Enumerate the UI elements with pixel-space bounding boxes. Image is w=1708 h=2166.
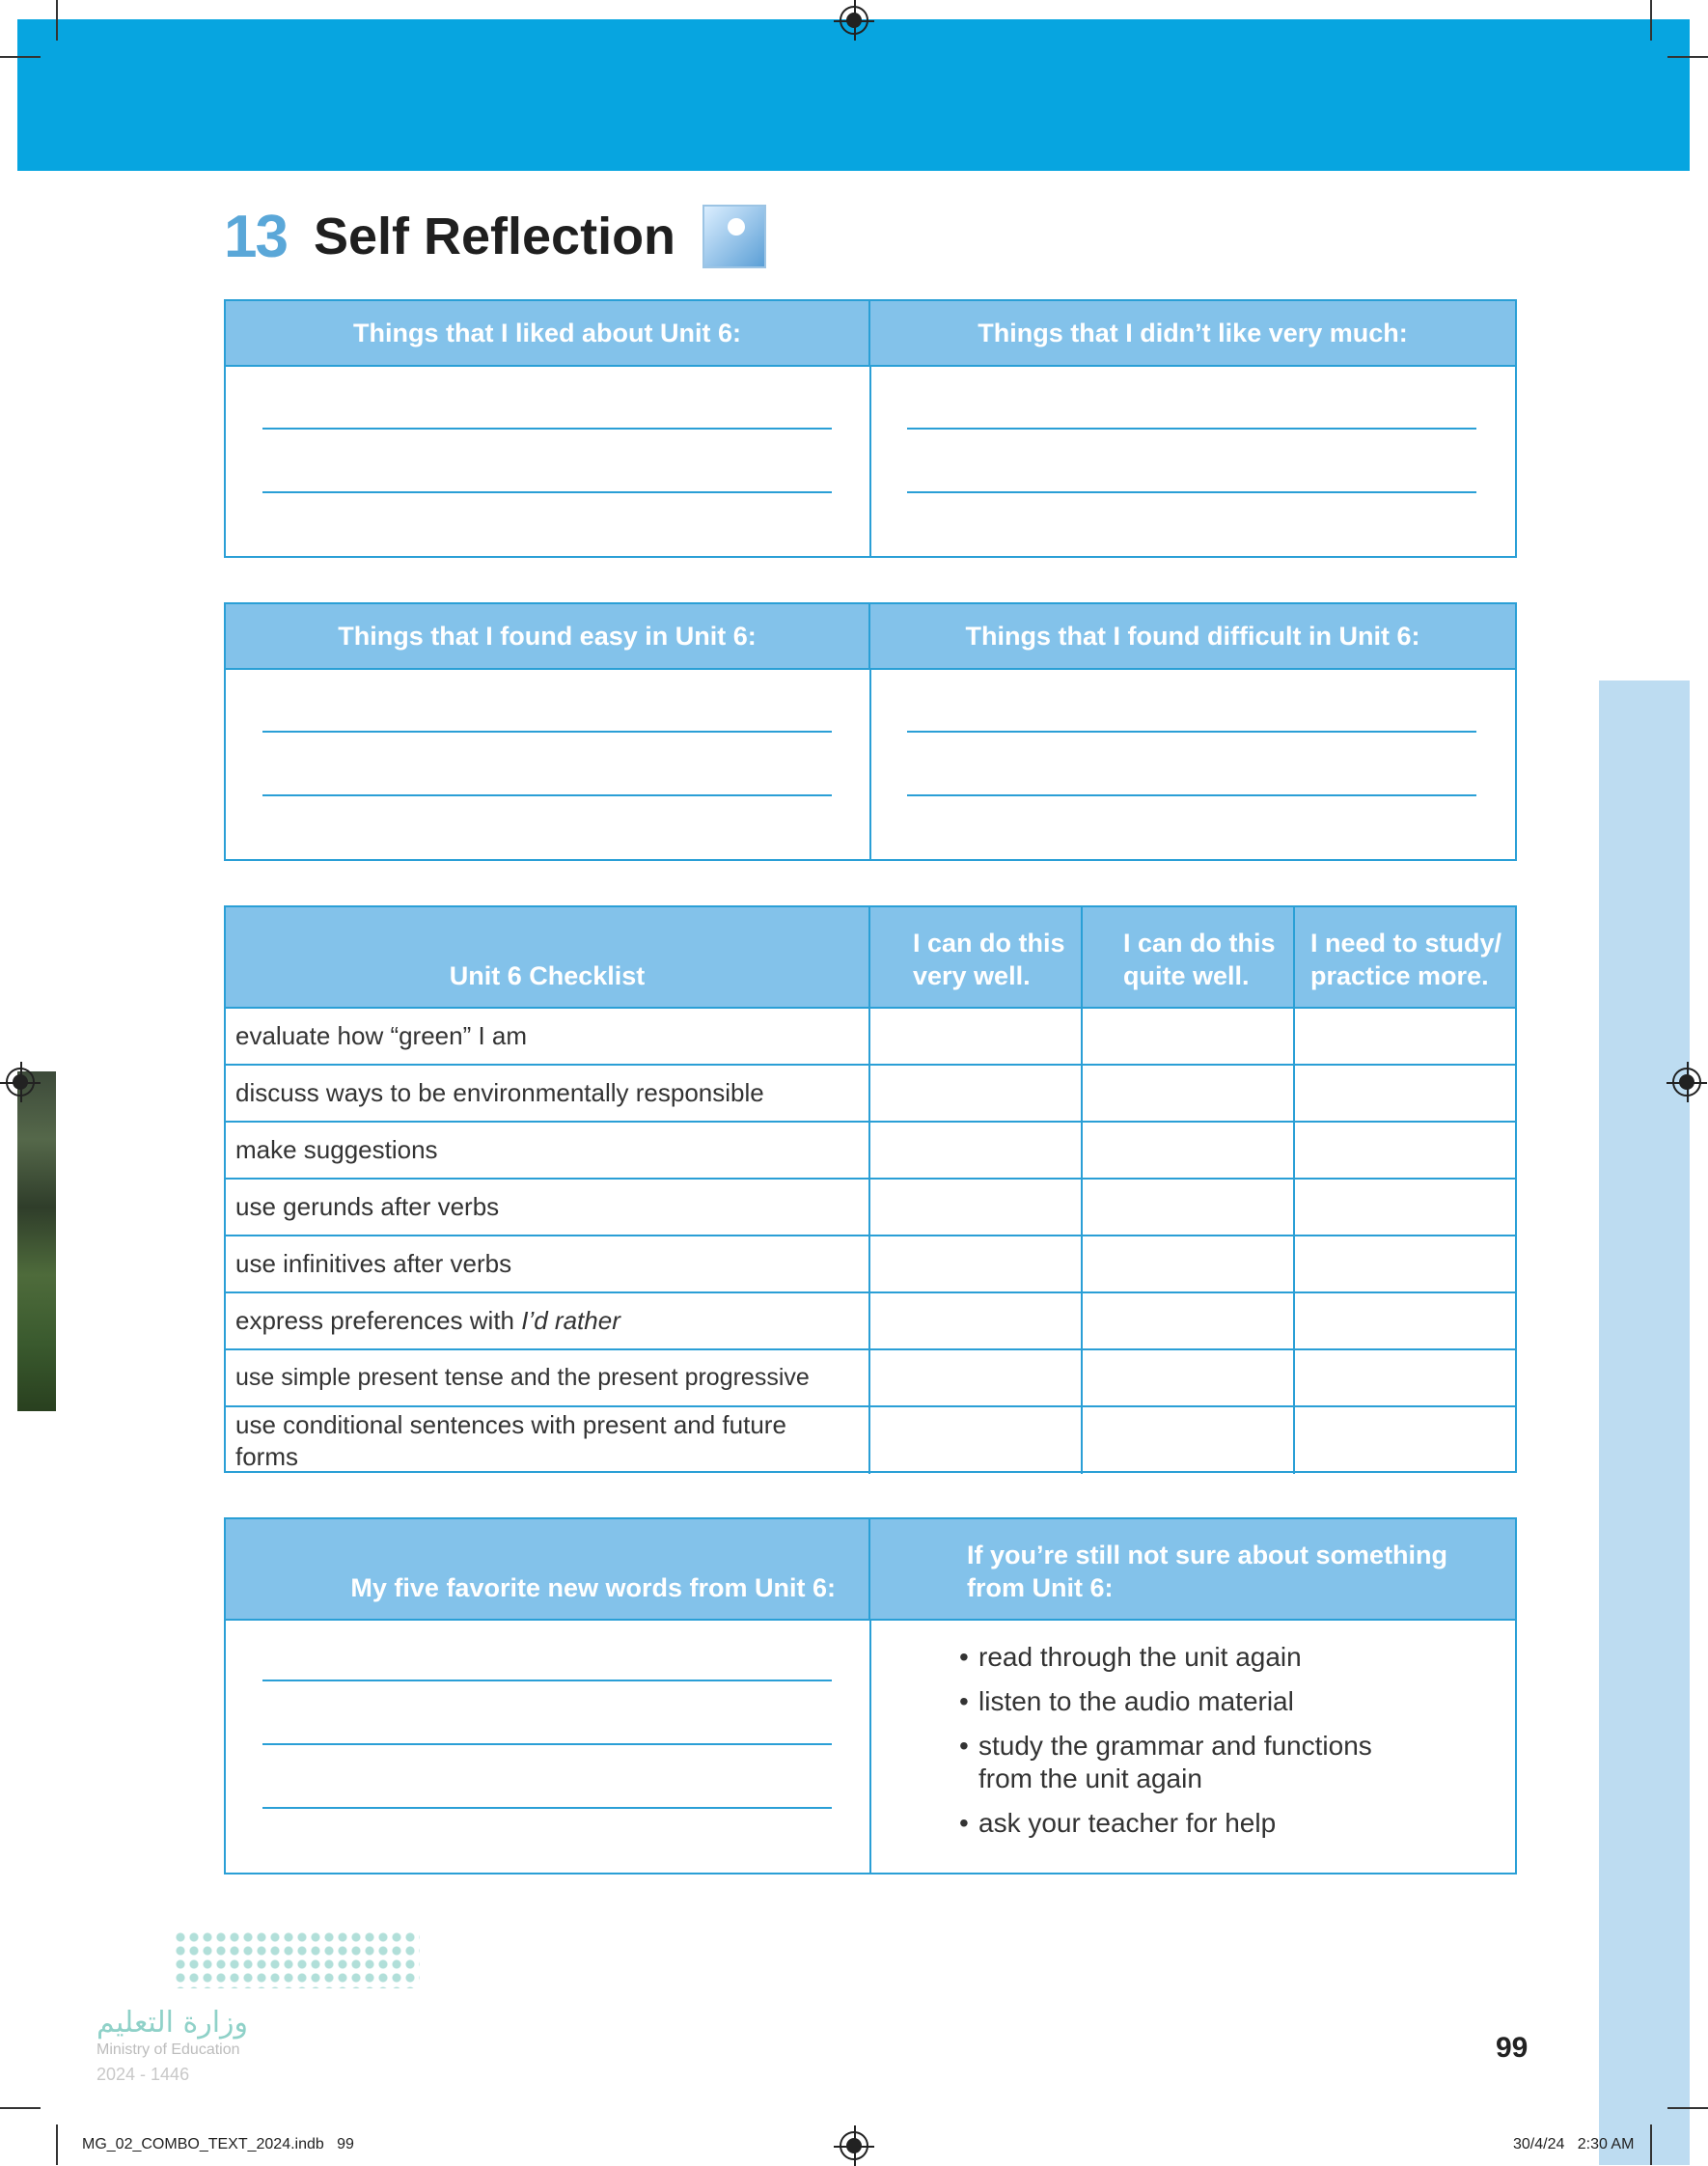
disliked-answer-area[interactable] — [871, 367, 1515, 558]
table-row — [226, 1407, 1515, 1474]
lesson-number: 13 — [224, 203, 287, 270]
answer-line — [262, 1743, 832, 1745]
crop-mark — [0, 56, 41, 58]
liked-header: Things that I liked about Unit 6: — [226, 301, 870, 365]
logo-year: 2024 - 1446 — [96, 2065, 190, 2084]
checklist-item: use gerunds after verbs — [226, 1180, 870, 1235]
box-header — [226, 1519, 1515, 1621]
checklist-item: express preferences with I’d rather — [226, 1293, 870, 1348]
unit-checklist-table — [224, 905, 1517, 1473]
easy-answer-area[interactable] — [226, 670, 871, 861]
table-row — [226, 1236, 1515, 1293]
easy-header: Things that I found easy in Unit 6: — [226, 604, 870, 668]
difficult-answer-area[interactable] — [871, 670, 1515, 861]
checklist-title: Unit 6 Checklist — [226, 907, 870, 1007]
list-item: • study the grammar and functions — [955, 1730, 1372, 1763]
check-very-well[interactable] — [870, 1407, 1083, 1474]
check-very-well[interactable] — [870, 1066, 1083, 1121]
registration-mark-icon — [840, 6, 868, 35]
check-study-more[interactable] — [1295, 1293, 1515, 1348]
answer-line — [262, 731, 832, 733]
edge-photo-strip — [17, 1071, 56, 1411]
answer-line — [907, 794, 1476, 796]
answer-line — [262, 491, 832, 493]
list-item: • ask your teacher for help — [955, 1807, 1372, 1840]
checklist-item: use conditional sentences with present and future forms — [226, 1407, 870, 1474]
table-row — [226, 1066, 1515, 1123]
lesson-title: Self Reflection — [313, 208, 676, 265]
answer-line — [907, 491, 1476, 493]
side-color-band — [1599, 680, 1690, 2165]
check-quite-well[interactable] — [1083, 1009, 1295, 1064]
answer-line — [262, 428, 832, 430]
ministry-logo — [96, 1930, 420, 2085]
table-row — [226, 1009, 1515, 1066]
check-very-well[interactable] — [870, 1009, 1083, 1064]
logo-dots-icon — [174, 1930, 420, 1988]
table-row — [226, 1350, 1515, 1407]
crop-mark — [1650, 2124, 1652, 2165]
check-quite-well[interactable] — [1083, 1236, 1295, 1291]
disliked-header: Things that I didn’t like very much: — [978, 318, 1408, 347]
answer-line — [262, 1807, 832, 1809]
list-item-continuation: from the unit again — [978, 1763, 1202, 1793]
registration-mark-icon — [6, 1068, 35, 1097]
check-quite-well[interactable] — [1083, 1180, 1295, 1235]
crop-mark — [0, 2107, 41, 2109]
check-study-more[interactable] — [1295, 1009, 1515, 1064]
crop-mark — [1667, 56, 1708, 58]
checklist-item: evaluate how “green” I am — [226, 1009, 870, 1064]
answer-line — [262, 794, 832, 796]
answer-line — [907, 731, 1476, 733]
table-row — [226, 1123, 1515, 1180]
col-study-more-header: I need to study/ practice more. — [1310, 929, 1502, 990]
check-study-more[interactable] — [1295, 1236, 1515, 1291]
answer-line — [907, 428, 1476, 430]
check-very-well[interactable] — [870, 1293, 1083, 1348]
list-item: • listen to the audio material — [955, 1685, 1372, 1718]
checklist-item: discuss ways to be environmentally responsible — [226, 1066, 870, 1121]
check-study-more[interactable] — [1295, 1180, 1515, 1235]
logo-english: Ministry of Education — [96, 2041, 240, 2058]
check-study-more[interactable] — [1295, 1350, 1515, 1405]
check-quite-well[interactable] — [1083, 1350, 1295, 1405]
check-study-more[interactable] — [1295, 1407, 1515, 1474]
check-very-well[interactable] — [870, 1350, 1083, 1405]
check-study-more[interactable] — [1295, 1066, 1515, 1121]
check-very-well[interactable] — [870, 1123, 1083, 1178]
liked-answer-area[interactable] — [226, 367, 871, 558]
crop-mark — [1650, 0, 1652, 41]
check-very-well[interactable] — [870, 1180, 1083, 1235]
self-reflection-icon — [702, 205, 766, 268]
table-row — [226, 1180, 1515, 1236]
checklist-rows — [226, 1009, 1515, 1474]
checklist-item: use infinitives after verbs — [226, 1236, 870, 1291]
check-quite-well[interactable] — [1083, 1123, 1295, 1178]
page-number: 99 — [1496, 2032, 1529, 2064]
registration-mark-icon — [840, 2131, 868, 2160]
page-title — [224, 198, 766, 275]
top-color-band — [17, 19, 1690, 171]
crop-mark — [56, 2124, 58, 2165]
crop-mark — [56, 0, 58, 41]
checklist-item: use simple present tense and the present progressive — [226, 1350, 870, 1405]
check-quite-well[interactable] — [1083, 1293, 1295, 1348]
list-item: • read through the unit again — [955, 1641, 1372, 1674]
favorite-words-answer-area[interactable] — [226, 1621, 871, 1874]
not-sure-header: If you’re still not sure about something from Unit 6: — [967, 1541, 1448, 1602]
col-very-well-header: I can do this very well. — [870, 907, 1083, 1007]
col-quite-well-header: I can do this quite well. — [1083, 907, 1295, 1007]
registration-mark-icon — [1672, 1068, 1701, 1097]
check-quite-well[interactable] — [1083, 1066, 1295, 1121]
logo-arabic: وزارة التعليم — [96, 2006, 249, 2040]
answer-line — [262, 1680, 832, 1681]
file-slug: MG_02_COMBO_TEXT_2024.indb 99 — [82, 2136, 354, 2152]
tips-list — [955, 1641, 1372, 1851]
checklist-header — [226, 907, 1515, 1009]
crop-mark — [1667, 2107, 1708, 2109]
box-header — [226, 301, 1515, 367]
favorite-words-header: My five favorite new words from Unit 6: — [226, 1519, 870, 1619]
table-row — [226, 1293, 1515, 1350]
checklist-item: make suggestions — [226, 1123, 870, 1178]
check-study-more[interactable] — [1295, 1123, 1515, 1178]
check-quite-well[interactable] — [1083, 1407, 1295, 1474]
print-date: 30/4/24 2:30 AM — [1513, 2136, 1635, 2152]
difficult-header: Things that I found difficult in Unit 6: — [965, 621, 1420, 651]
box-header — [226, 604, 1515, 670]
check-very-well[interactable] — [870, 1236, 1083, 1291]
